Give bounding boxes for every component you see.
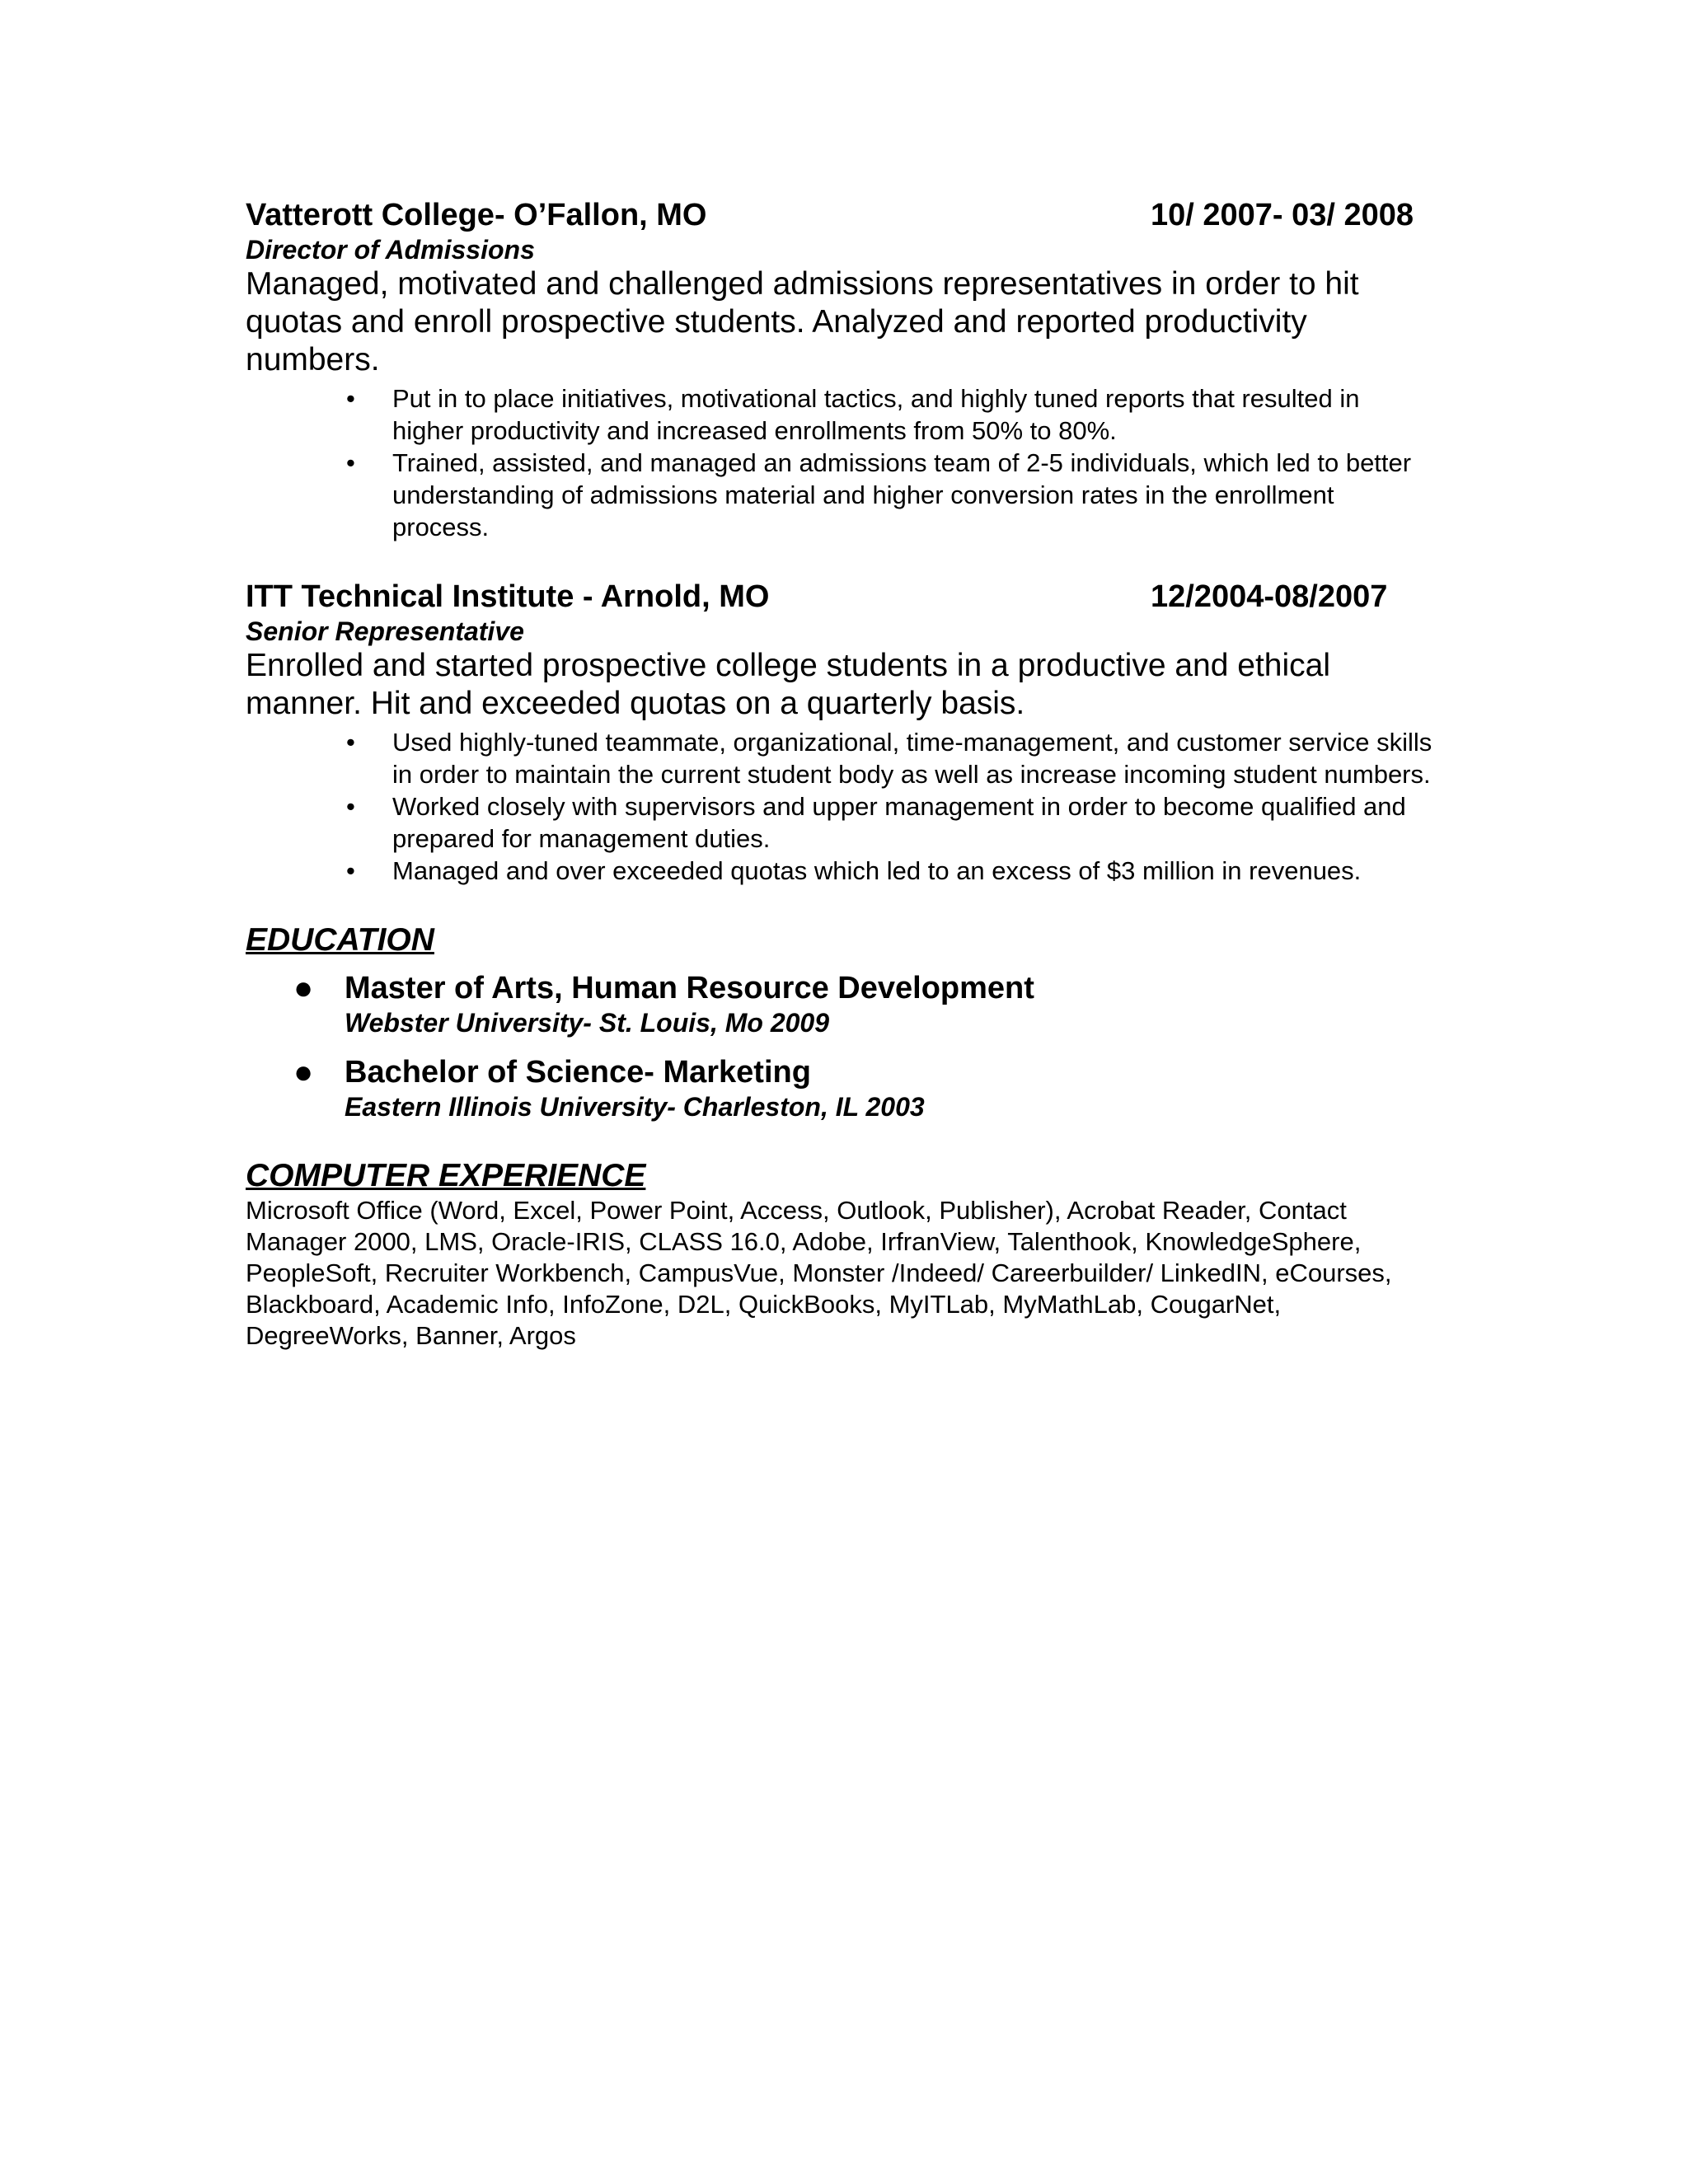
bullet-icon: ● xyxy=(293,1054,314,1090)
job-bullet xyxy=(246,447,1432,543)
education-item xyxy=(246,969,1432,1038)
bullet-icon: • xyxy=(346,384,355,413)
job-bullet xyxy=(246,790,1432,855)
education-section xyxy=(246,921,1432,1122)
job-title: Director of Admissions xyxy=(246,235,535,265)
bullet-icon: • xyxy=(346,856,355,885)
resume-content xyxy=(246,196,1432,1352)
bullet-icon: • xyxy=(346,448,355,477)
education-school: Webster University- St. Louis, Mo 2009 xyxy=(345,1008,830,1038)
job-dates: 12/2004-08/2007 xyxy=(1151,579,1388,614)
job-bullet-text: Used highly-tuned teammate, organizational, time-management, and customer service skills in order to maintain the current student body as well as increase incoming student numbers. xyxy=(392,728,1432,789)
job-header xyxy=(246,578,1432,616)
education-degree: Master of Arts, Human Resource Development xyxy=(345,971,1034,1005)
job-dates: 10/ 2007- 03/ 2008 xyxy=(1151,198,1414,232)
job-summary: Managed, motivated and challenged admissions representatives in order to hit quotas and enroll prospective students. Analyzed and reported productivity numbers. xyxy=(246,266,1359,377)
computer-experience-text: Microsoft Office (Word, Excel, Power Point, Access, Outlook, Publisher), Acrobat Reader, Contact Manager 2000, LMS, Oracle-IRIS, CLASS 16.0, Adobe, IrfranView, Talenthook, KnowledgeSphere, PeopleSoft, Recruiter Workbench, CampusVue, Monster /Indeed/ Careerbuilder/ LinkedIN, eCourses, Blackboard, Academic Info, InfoZone, D2L, QuickBooks, MyITLab, MyMathLab, CougarNet, DegreeWorks, Banner, Argos xyxy=(246,1196,1392,1350)
education-degree: Bachelor of Science- Marketing xyxy=(345,1055,811,1090)
job-summary: Enrolled and started prospective college students in a productive and ethical manner. Hit and exceeded quotas on a quarterly basis. xyxy=(246,648,1330,721)
education-heading: EDUCATION xyxy=(246,922,434,958)
job-employer: ITT Technical Institute - Arnold, MO xyxy=(246,579,770,614)
job-bullet-text: Trained, assisted, and managed an admissions team of 2-5 individuals, which led to better understanding of admissions material and higher conversion rates in the enrollment process. xyxy=(392,448,1412,541)
job-employer: Vatterott College- O’Fallon, MO xyxy=(246,198,707,232)
bullet-icon: ● xyxy=(293,970,314,1006)
job-header xyxy=(246,196,1432,234)
job-bullet-list xyxy=(246,382,1432,543)
bullet-icon: • xyxy=(346,792,355,821)
job-bullet xyxy=(246,726,1432,790)
job-bullet-text: Put in to place initiatives, motivational tactics, and highly tuned reports that resulted in higher productivity and increased enrollments from 50% to 80%. xyxy=(392,384,1360,445)
job-bullet xyxy=(246,382,1432,447)
job-entry xyxy=(246,578,1432,887)
job-bullet xyxy=(246,855,1432,887)
education-list xyxy=(246,969,1432,1122)
job-bullet-text: Managed and over exceeded quotas which led to an excess of $3 million in revenues. xyxy=(392,856,1362,885)
job-bullet-list xyxy=(246,726,1432,887)
job-bullet-text: Worked closely with supervisors and upper management in order to become qualified and prepared for management duties. xyxy=(392,792,1406,853)
education-school: Eastern Illinois University- Charleston, IL 2003 xyxy=(345,1092,925,1122)
job-entry xyxy=(246,196,1432,543)
computer-experience-heading: COMPUTER EXPERIENCE xyxy=(246,1158,646,1193)
bullet-icon: • xyxy=(346,728,355,757)
computer-experience-section xyxy=(246,1157,1432,1352)
education-item xyxy=(246,1053,1432,1122)
job-title: Senior Representative xyxy=(246,616,524,646)
